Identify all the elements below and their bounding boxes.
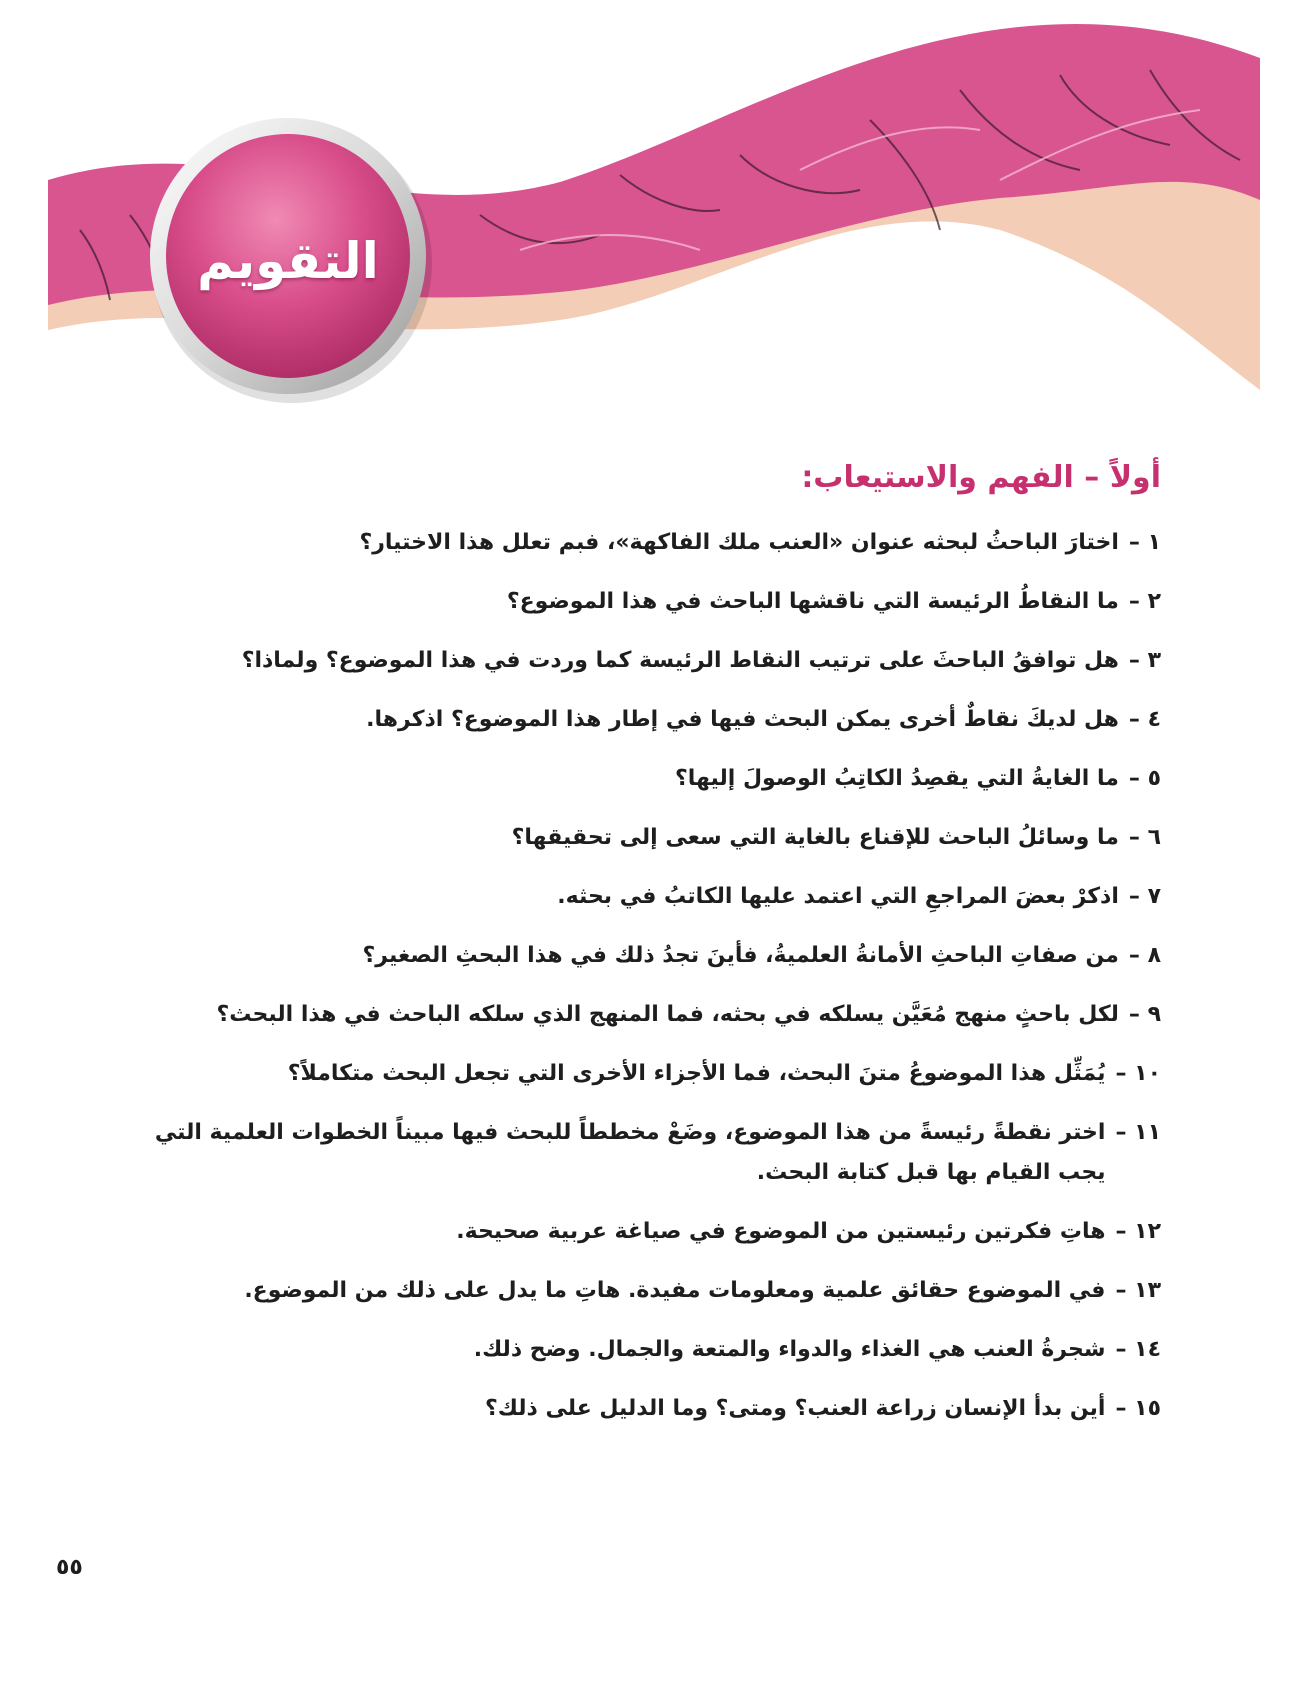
question-text: اختر نقطةً رئيسةً من هذا الموضوع، وضَعْ مخططاً للبحث فيها مبيناً الخطوات العلمية التي يجب القيام بها قبل كتابة البحث.	[154, 1120, 1106, 1185]
question-text: ما النقاطُ الرئيسة التي ناقشها الباحث في هذا الموضوع؟	[506, 589, 1119, 614]
question-number: ١٥ –	[1115, 1396, 1161, 1421]
question-item	[151, 1212, 1161, 1252]
question-text: هاتِ فكرتين رئيستين من الموضوع في صياغة عربية صحيحة.	[456, 1219, 1106, 1244]
question-number: ١ –	[1128, 530, 1161, 555]
question-item	[151, 700, 1161, 740]
question-number: ١٤ –	[1115, 1337, 1161, 1362]
question-text: شجرةُ العنب هي الغذاء والدواء والمتعة والجمال. وضح ذلك.	[473, 1337, 1106, 1362]
question-item	[151, 1113, 1161, 1193]
question-text: يُمَثِّل هذا الموضوعُ متنَ البحث، فما الأجزاء الأخرى التي تجعل البحث متكاملاً؟	[287, 1061, 1106, 1086]
question-item	[151, 582, 1161, 622]
question-item	[151, 936, 1161, 976]
question-item	[151, 1271, 1161, 1311]
question-text: هل لديكَ نقاطٌ أخرى يمكن البحث فيها في إطار هذا الموضوع؟ اذكرها.	[366, 707, 1119, 732]
question-number: ٥ –	[1128, 766, 1161, 791]
question-item	[151, 818, 1161, 858]
question-number: ٩ –	[1128, 1002, 1161, 1027]
question-item	[151, 641, 1161, 681]
question-number: ٨ –	[1128, 943, 1161, 968]
question-text: هل توافقُ الباحثَ على ترتيب النقاط الرئيسة كما وردت في هذا الموضوع؟ ولماذا؟	[241, 648, 1119, 673]
question-number: ١٣ –	[1115, 1278, 1161, 1303]
question-item	[151, 523, 1161, 563]
question-number: ٧ –	[1128, 884, 1161, 909]
question-number: ١٢ –	[1115, 1219, 1161, 1244]
page-number: ٥٥	[56, 1555, 83, 1580]
question-number: ٤ –	[1128, 707, 1161, 732]
question-number: ٢ –	[1128, 589, 1161, 614]
header-banner	[0, 0, 1309, 440]
content	[151, 460, 1161, 1448]
question-item	[151, 877, 1161, 917]
question-number: ٣ –	[1128, 648, 1161, 673]
question-item	[151, 1389, 1161, 1429]
question-number: ١١ –	[1115, 1120, 1161, 1145]
question-item	[151, 1330, 1161, 1370]
page-title: التقويم	[197, 232, 379, 290]
question-item	[151, 759, 1161, 799]
question-text: في الموضوع حقائق علمية ومعلومات مفيدة. هاتِ ما يدل على ذلك من الموضوع.	[244, 1278, 1106, 1303]
question-item	[151, 995, 1161, 1035]
question-text: أين بدأ الإنسان زراعة العنب؟ ومتى؟ وما الدليل على ذلك؟	[485, 1396, 1106, 1421]
section-heading: أولاً – الفهم والاستيعاب:	[801, 460, 1161, 495]
question-number: ٦ –	[1128, 825, 1161, 850]
question-number: ١٠ –	[1115, 1061, 1161, 1086]
question-text: من صفاتِ الباحثِ الأمانةُ العلميةُ، فأينَ تجدُ ذلك في هذا البحثِ الصغير؟	[362, 943, 1119, 968]
question-text: لكل باحثٍ منهج مُعَيَّن يسلكه في بحثه، فما المنهج الذي سلكه الباحث في هذا البحث؟	[216, 1002, 1119, 1027]
question-text: ما وسائلُ الباحث للإقناع بالغاية التي سعى إلى تحقيقها؟	[511, 825, 1119, 850]
question-text: ما الغايةُ التي يقصِدُ الكاتِبُ الوصولَ إليها؟	[674, 766, 1119, 791]
question-text: اختارَ الباحثُ لبحثه عنوان «العنب ملك الفاكهة»، فبم تعلل هذا الاختيار؟	[359, 530, 1119, 555]
question-list	[151, 523, 1161, 1429]
question-item	[151, 1054, 1161, 1094]
question-text: اذكرْ بعضَ المراجعِ التي اعتمد عليها الكاتبُ في بحثه.	[557, 884, 1119, 909]
